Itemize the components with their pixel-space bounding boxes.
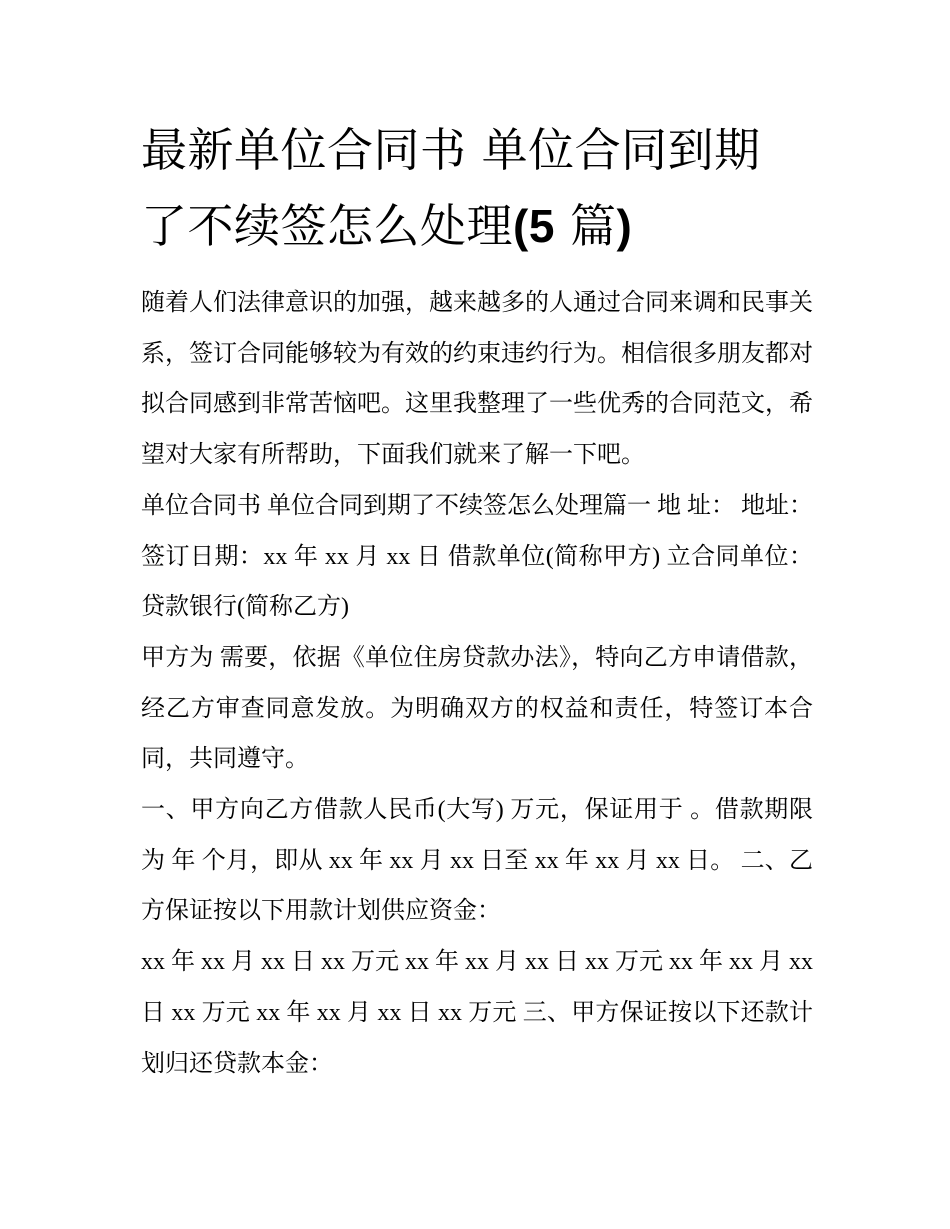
paragraph-clause-schedule: xx 年 xx 月 xx 日 xx 万元 xx 年 xx 月 xx 日 xx 万元 xx 年 xx 月 xx 日 xx 万元 xx 年 xx 月 xx 日 xx 万元 三、甲方保证按以下还款计划归还贷款本金： xyxy=(141,949,813,1077)
document-content xyxy=(141,112,813,1089)
document-title: 最新单位合同书 单位合同到期 了不续签怎么处理(5 篇) xyxy=(141,123,761,253)
paragraph-purpose: 甲方为 需要，依据《单位住房贷款办法》，特向乙方申请借款，经乙方审查同意发放。为明确双方的权益和责任，特签订本合同，共同遵守。 xyxy=(141,644,813,773)
paragraph-clause-one-two: 一、甲方向乙方借款人民币(大写) 万元，保证用于 。借款期限为 年 个月，即从 xx 年 xx 月 xx 日至 xx 年 xx 月 xx 日。 二、乙方保证按以下用款计划供应资金： xyxy=(141,797,813,925)
document-body xyxy=(141,278,813,1089)
paragraph-intro: 随着人们法律意识的加强，越来越多的人通过合同来调和民事关系，签订合同能够较为有效的约束违约行为。相信很多朋友都对拟合同感到非常苦恼吧。这里我整理了一些优秀的合同范文，希望对大家有所帮助，下面我们就来了解一下吧。 xyxy=(141,290,813,469)
paragraph-contract-header: 单位合同书 单位合同到期了不续签怎么处理篇一 地 址： 地址： 签订日期：xx 年 xx 月 xx 日 借款单位(简称甲方) 立合同单位： 贷款银行(简称乙方) xyxy=(141,492,813,621)
